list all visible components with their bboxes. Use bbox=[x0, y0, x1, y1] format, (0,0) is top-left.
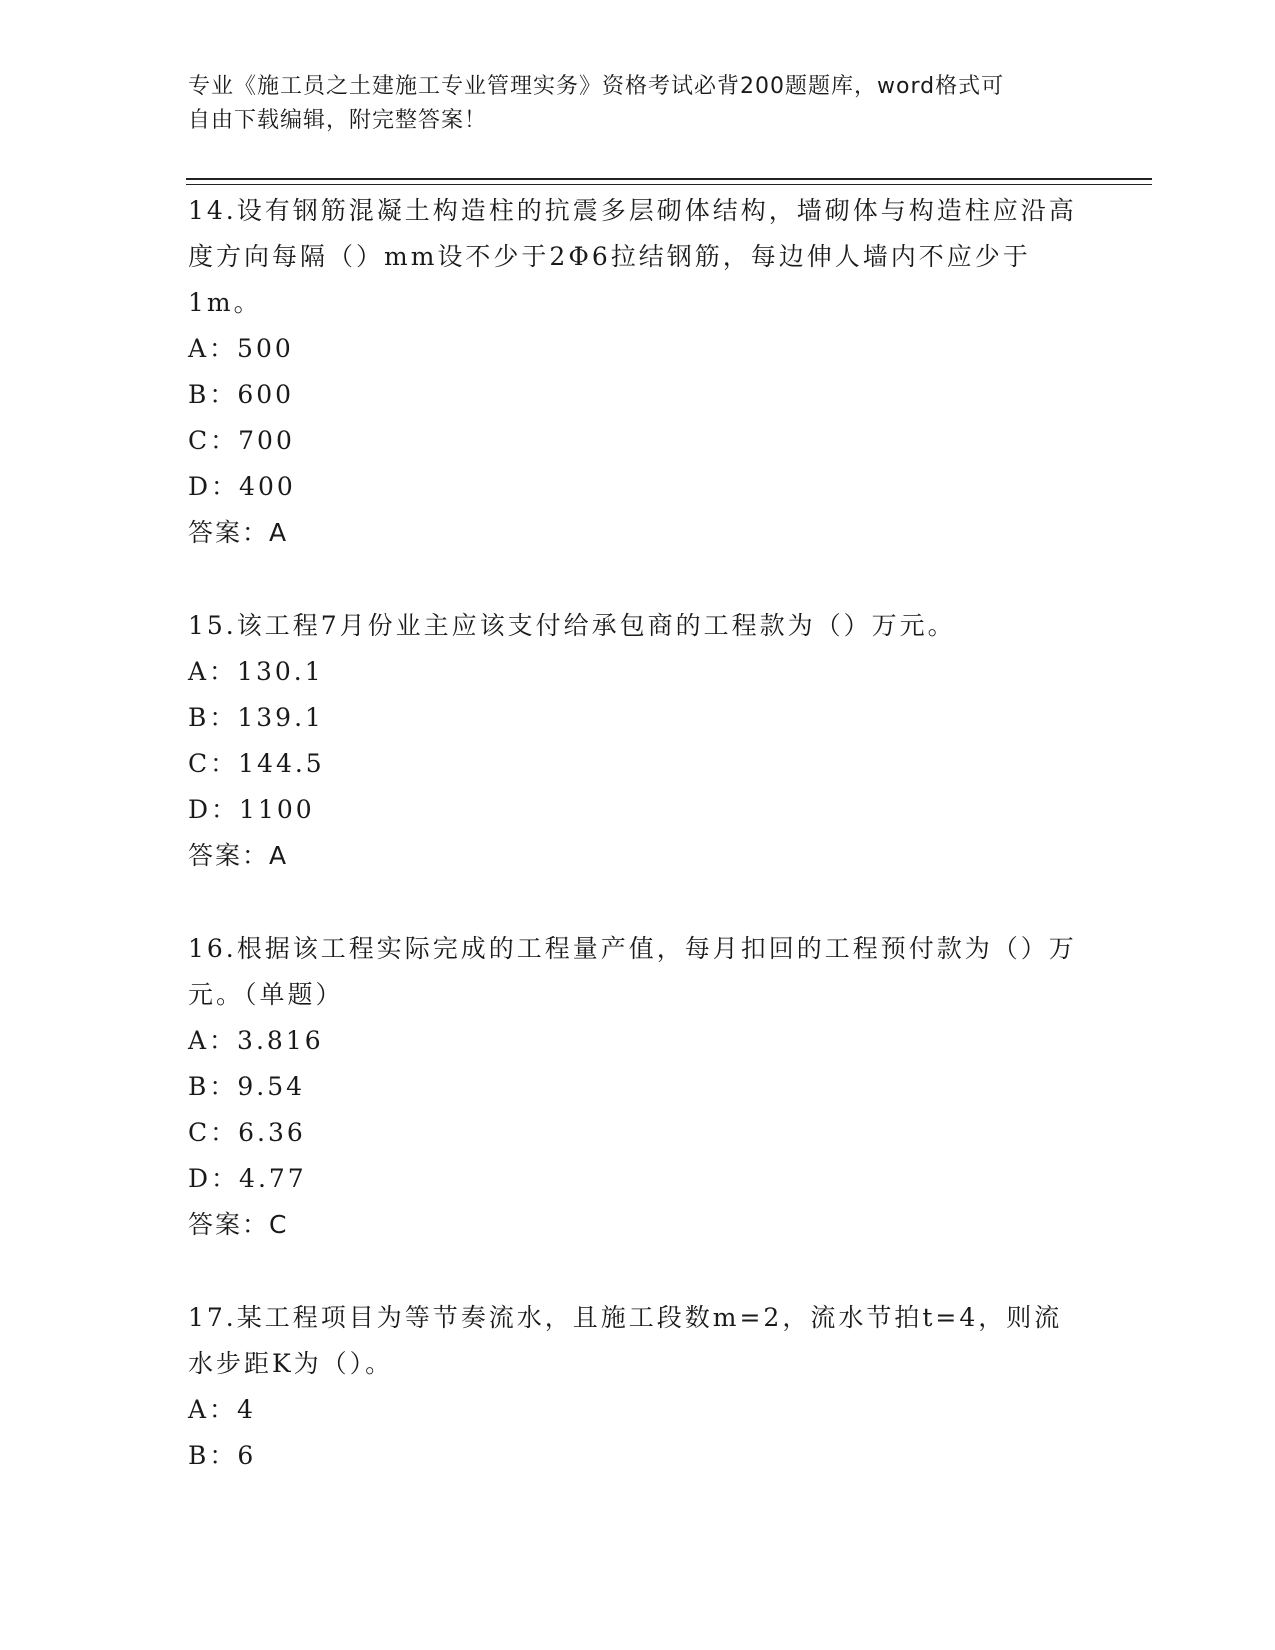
option-c: C：700 bbox=[188, 426, 295, 455]
document-header bbox=[188, 70, 1068, 138]
question-15 bbox=[188, 603, 1088, 879]
question-17 bbox=[188, 1295, 1088, 1479]
answer: 答案：A bbox=[188, 518, 289, 547]
option-a: A：130.1 bbox=[188, 657, 324, 686]
question-text: 14.设有钢筋混凝土构造柱的抗震多层砌体结构，墙砌体与构造柱应沿高度方向每隔（）mm设不少于2Φ6拉结钢筋，每边伸人墙内不应少于1m。 bbox=[188, 196, 1077, 317]
option-b: B：9.54 bbox=[188, 1072, 306, 1101]
question-text: 17.某工程项目为等节奏流水，且施工段数m=2，流水节拍t=4，则流水步距K为（）。 bbox=[188, 1303, 1063, 1378]
option-c: C：6.36 bbox=[188, 1118, 306, 1147]
header-line-1: 专业《施工员之土建施工专业管理实务》资格考试必背200题题库，word格式可 bbox=[188, 74, 1005, 99]
header-rule-thick bbox=[186, 178, 1152, 180]
answer: 答案：A bbox=[188, 841, 289, 870]
option-a: A：4 bbox=[188, 1395, 256, 1424]
question-16 bbox=[188, 926, 1088, 1248]
option-a: A：3.816 bbox=[188, 1026, 324, 1055]
option-d: D：1100 bbox=[188, 795, 315, 824]
option-d: D：4.77 bbox=[188, 1164, 307, 1193]
option-d: D：400 bbox=[188, 472, 296, 501]
option-b: B：600 bbox=[188, 380, 295, 409]
option-c: C：144.5 bbox=[188, 749, 325, 778]
header-line-2: 自由下载编辑，附完整答案！ bbox=[188, 108, 488, 133]
option-b: B：6 bbox=[188, 1441, 257, 1470]
answer: 答案：C bbox=[188, 1210, 289, 1239]
option-b: B：139.1 bbox=[188, 703, 324, 732]
question-text: 15.该工程7月份业主应该支付给承包商的工程款为（）万元。 bbox=[188, 611, 956, 640]
question-list bbox=[188, 188, 1088, 1526]
header-rule-thin bbox=[186, 184, 1152, 185]
question-14 bbox=[188, 188, 1088, 556]
option-a: A：500 bbox=[188, 334, 294, 363]
question-text: 16.根据该工程实际完成的工程量产值，每月扣回的工程预付款为（）万元。（单题） bbox=[188, 934, 1077, 1009]
